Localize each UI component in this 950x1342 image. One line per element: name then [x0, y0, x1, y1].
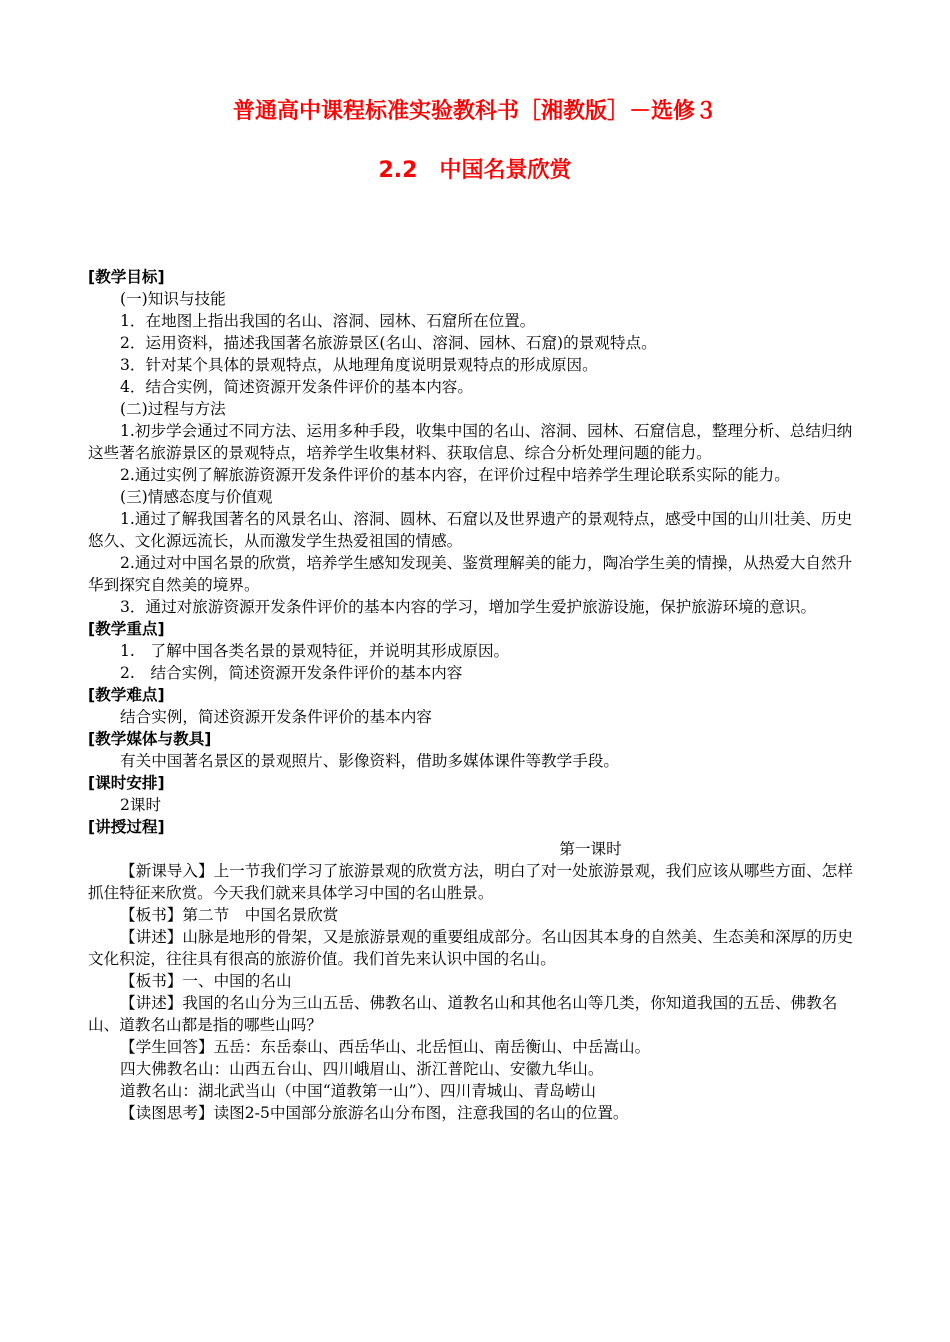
paragraph: 【板书】第二节 中国名景欣赏: [120, 906, 339, 924]
document-title: 普通高中课程标准实验教科书［湘教版］－选修３: [232, 99, 717, 124]
paragraph: 1．在地图上指出我国的名山、溶洞、园林、石窟所在位置。: [120, 312, 536, 330]
document-body: [88, 266, 863, 1124]
section-title: 2.2 中国名景欣赏: [378, 158, 572, 183]
paragraph: 3．针对某个具体的景观特点，从地理角度说明景观特点的形成原因。: [120, 356, 598, 374]
heading-teaching-goals: [教学目标]: [88, 268, 165, 286]
paragraph: 2.通过实例了解旅游资源开发条件评价的基本内容，在评价过程中培养学生理论联系实际的能力。: [120, 466, 790, 484]
paragraph: 结合实例，简述资源开发条件评价的基本内容: [120, 708, 432, 726]
paragraph: 有关中国著名景区的景观照片、影像资料，借助多媒体课件等教学手段。: [120, 752, 620, 770]
heading-key-points: [教学重点]: [88, 620, 165, 638]
paragraph: 1.通过了解我国著名的风景名山、溶洞、圆林、石窟以及世界遗产的景观特点，感受中国的山川壮美、历史悠久、文化源远流长，从而激发学生热爱祖国的情感。: [88, 510, 853, 550]
paragraph: 2．运用资料，描述我国著名旅游景区(名山、溶洞、园林、石窟)的景观特点。: [120, 334, 657, 352]
paragraph: 四大佛教名山：山西五台山、四川峨眉山、浙江普陀山、安徽九华山。: [120, 1060, 604, 1078]
paragraph: 2. 结合实例，简述资源开发条件评价的基本内容: [120, 664, 463, 682]
paragraph: 2.通过对中国名景的欣赏，培养学生感知发现美、鉴赏理解美的能力，陶冶学生美的情操，从热爱大自然升华到探究自然美的境界。: [88, 554, 853, 594]
heading-schedule: [课时安排]: [88, 774, 165, 792]
paragraph: 1. 了解中国各类名景的景观特征，并说明其形成原因。: [120, 642, 510, 660]
paragraph: 1.初步学会通过不同方法、运用多种手段，收集中国的名山、溶洞、园林、石窟信息，整理分析、总结归纳这些著名旅游景区的景观特点，培养学生收集材料、获取信息、综合分析处理问题的能力。: [88, 422, 853, 462]
paragraph: 4．结合实例，简述资源开发条件评价的基本内容。: [120, 378, 473, 396]
heading-difficulties: [教学难点]: [88, 686, 165, 704]
paragraph: 【读图思考】读图2-5中国部分旅游名山分布图，注意我国的名山的位置。: [120, 1104, 629, 1122]
paragraph: 【板书】一、中国的名山: [120, 972, 292, 990]
heading-teaching-process: [讲授过程]: [88, 818, 165, 836]
paragraph: (二)过程与方法: [120, 400, 226, 418]
paragraph: (一)知识与技能: [120, 290, 226, 308]
paragraph: 【讲述】山脉是地形的骨架，又是旅游景观的重要组成部分。名山因其本身的自然美、生态美和深厚的历史文化积淀，往往具有很高的旅游价值。我们首先来认识中国的名山。: [88, 928, 853, 968]
paragraph: 2课时: [120, 796, 162, 814]
paragraph: 【学生回答】五岳：东岳泰山、西岳华山、北岳恒山、南岳衡山、中岳嵩山。: [120, 1038, 651, 1056]
paragraph: 3．通过对旅游资源开发条件评价的基本内容的学习，增加学生爱护旅游设施，保护旅游环境的意识。: [120, 598, 817, 616]
paragraph: (三)情感态度与价值观: [120, 488, 273, 506]
paragraph: 【新课导入】上一节我们学习了旅游景观的欣赏方法，明白了对一处旅游景观，我们应该从哪些方面、怎样抓住特征来欣赏。今天我们就来具体学习中国的名山胜景。: [88, 862, 853, 902]
paragraph: 【讲述】我国的名山分为三山五岳、佛教名山、道教名山和其他名山等几类，你知道我国的五岳、佛教名山、道教名山都是指的哪些山吗？: [88, 994, 838, 1034]
paragraph: 道教名山：湖北武当山（中国“道教第一山”）、四川青城山、青岛崂山: [120, 1082, 596, 1100]
heading-media-tools: [教学媒体与教具]: [88, 730, 212, 748]
lesson-label: 第一课时: [559, 840, 622, 858]
